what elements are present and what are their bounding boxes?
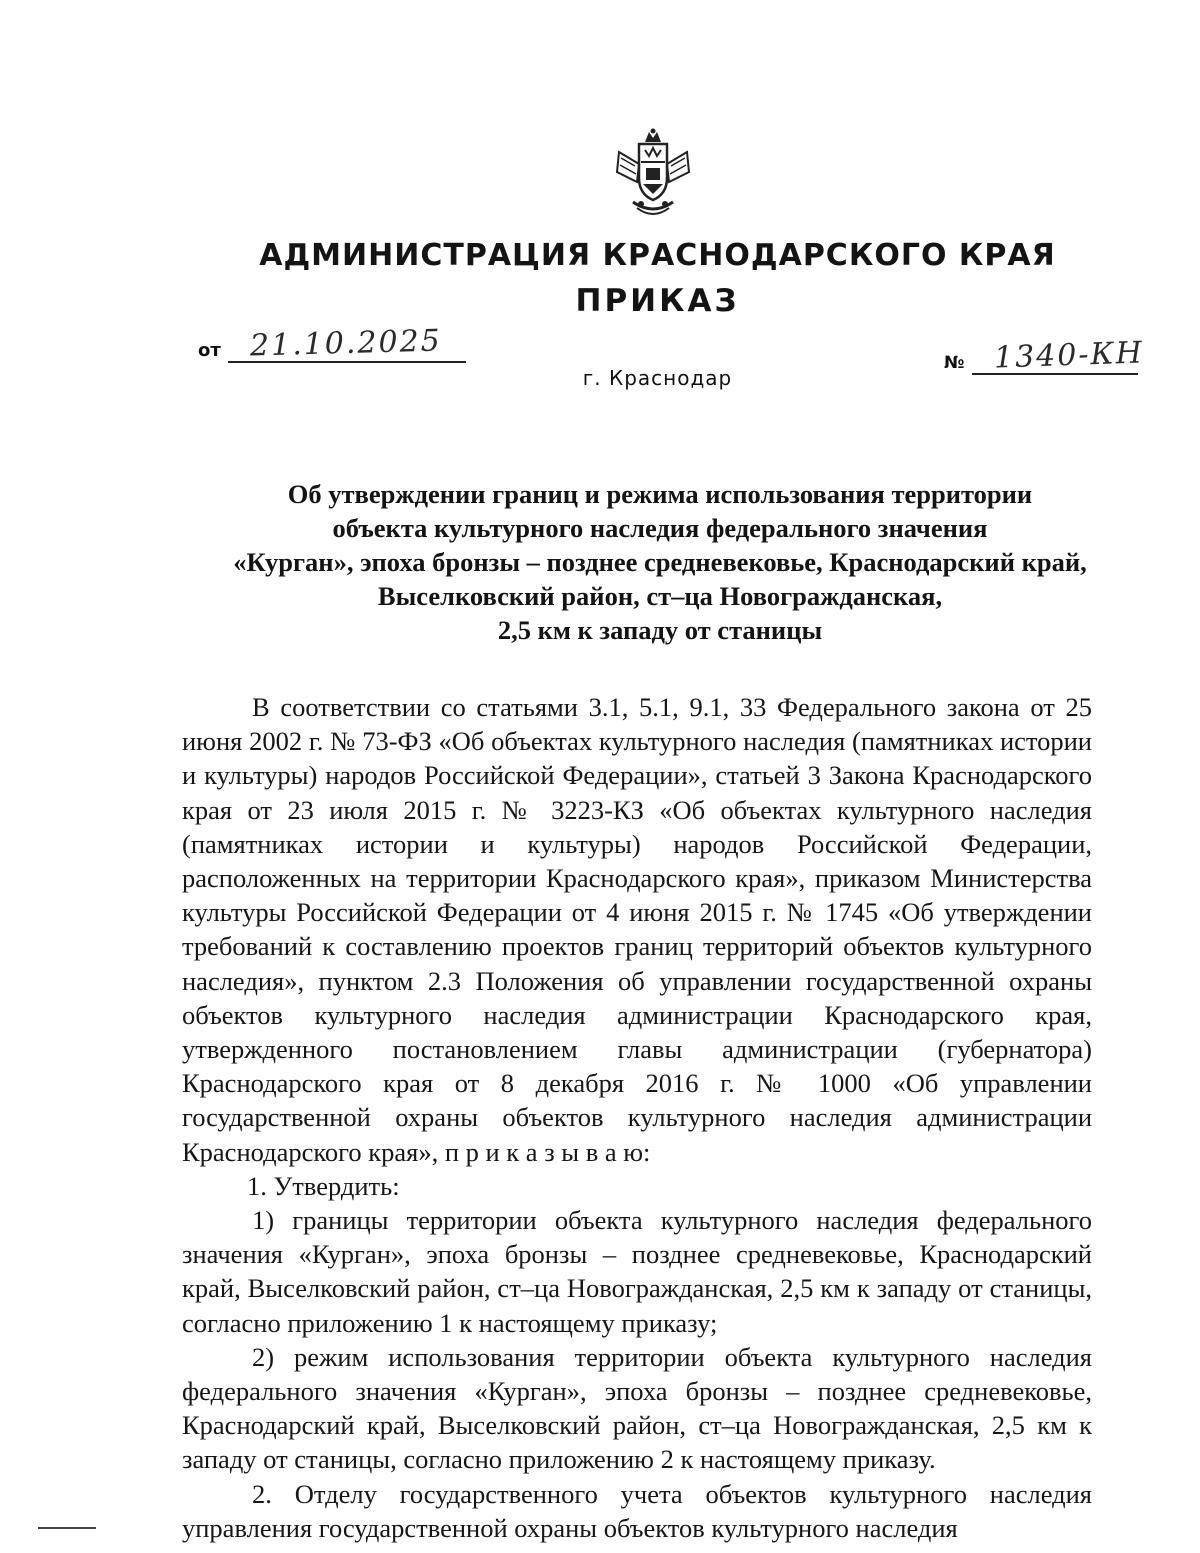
title-line: 2,5 км к западу от станицы <box>497 615 823 645</box>
order-item-1: 1. Утвердить: <box>247 1170 400 1201</box>
order-subitem-2: 2) режим использования территории объекта культурного наследия федерального значения «Курган», эпоха бронзы – позднее средневековье, Краснодарский край, Выселковский район, ст–ца Новогражданская, 2,5 км к западу от станицы, согласно приложению 2 к настоящему приказу. <box>182 1341 1092 1475</box>
title-line: объекта культурного наследия федерального значения <box>332 513 988 543</box>
order-subitem-1: 1) границы территории объекта культурного наследия федерального значения «Курган», эпоха бронзы – позднее средневековье, Краснодарский край, Выселковский район, ст–ца Новогражданская, 2,5 км к западу от станицы, согласно приложению 1 к настоящему приказу; <box>182 1205 1092 1338</box>
title-line: Выселковский район, ст–ца Новогражданская, <box>377 581 943 611</box>
title-line: «Курган», эпоха бронзы – позднее средневековье, Краснодарский край, <box>233 547 1087 577</box>
order-item-2: 2. Отделу государственного учета объектов культурного наследия управления государственной охраны объектов культурного наследия <box>182 1478 1092 1543</box>
date-label: от <box>198 340 221 361</box>
preamble-paragraph: В соответствии со статьями 3.1, 5.1, 9.1, 33 Федерального закона от 25 июня 2002 г. № 73-ФЗ «Об объектах культурного наследия (памятниках истории и культуры) народов Российской Федерации», статьей 3 Закона Краснодарского края от 23 июля 2015 г. № 3223-КЗ «Об объектах культурного наследия (памятниках истории и культуры) народов Российской Федерации, расположенных на территории Краснодарского края», приказом Министерства культуры Российской Федерации от 4 июня 2015 г. № 1745 «Об утверждении требований к составлению проектов границ территорий объектов культурного наследия», пунктом 2.3 Положения об управлении государственной охраны объектов культурного наследия администрации Краснодарского края, утвержденного постановлением главы администрации (губернатора) Краснодарского края от 8 декабря 2016 г. № 1000 «Об управлении государственной охраны объектов культурного наследия администрации Краснодарского края», п р и к а з ы в а ю: <box>182 692 1092 1167</box>
handwritten-number: 1340-КН <box>993 335 1145 376</box>
organization-name: АДМИНИСТРАЦИЯ КРАСНОДАРСКОГО КРАЯ <box>259 238 1056 273</box>
document-body <box>182 690 1092 1545</box>
city: г. Краснодар <box>582 366 733 390</box>
number-label: № <box>944 353 965 373</box>
scan-mark <box>38 1527 96 1529</box>
document-title <box>140 477 1180 647</box>
handwritten-date: 21.10.2025 <box>249 323 443 364</box>
document-type: ПРИКАЗ <box>575 283 740 319</box>
coat-of-arms-icon <box>611 128 695 220</box>
title-line: Об утверждении границ и режима использования территории <box>287 479 1033 509</box>
